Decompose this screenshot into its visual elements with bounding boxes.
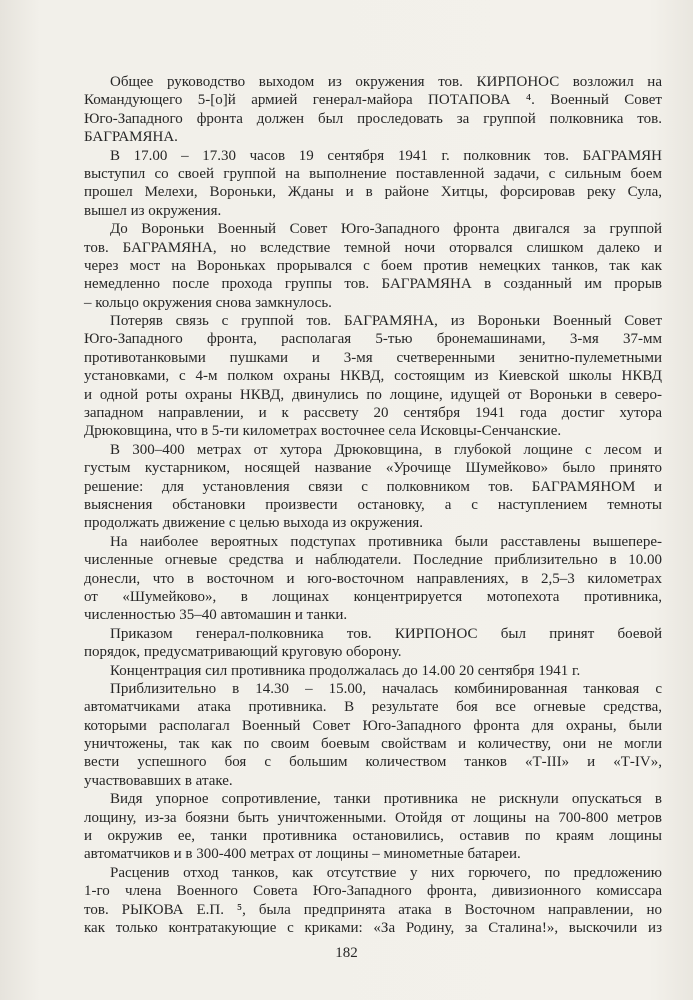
page-number: 182	[335, 945, 358, 961]
text-line: Командующего 5-[о]й армией генерал-майора ПОТАПОВА ⁴. Военный Совет	[84, 92, 662, 109]
text-line: и окружив ее, танки противника остановились, оставив по краям лощины	[84, 828, 662, 845]
paragraph	[84, 533, 662, 625]
paragraph	[84, 312, 662, 441]
text-line: и одной роты охраны НКВД, двинулись по лощине, идущей от Вороньки в северо-	[84, 386, 662, 403]
text-line: выступил со своей группой на выполнение поставленной задачи, с сильным боем	[84, 165, 662, 182]
paragraph	[84, 625, 662, 662]
text-line: продолжать движение с целью выхода из окружения.	[84, 515, 424, 532]
text-line: Потеряв связь с группой тов. БАГРАМЯНА, из Вороньки Военный Совет	[110, 313, 662, 330]
text-line: В 17.00 – 17.30 часов 19 сентября 1941 г. полковник тов. БАГРАМЯН	[110, 147, 662, 164]
paragraph	[84, 662, 662, 680]
text-line: противотанковыми пушками и 3-мя счетверенными зенитно-пулеметными	[84, 349, 662, 366]
text-line: Приказом генерал-полковника тов. КИРПОНОС был принят боевой	[110, 625, 662, 642]
text-line: В 300–400 метрах от хутора Дрюковщина, в глубокой лощине с лесом и	[110, 441, 662, 458]
text-line: Расценив отход танков, как отсутствие у них горючего, по предложению	[110, 864, 662, 881]
paragraph	[84, 441, 662, 533]
text-line: численностью 35–40 автомашин и танки.	[84, 607, 348, 624]
text-line: выяснения обстановки произвести остановку, а с наступлением темноты	[84, 496, 662, 513]
text-line: как только контратакующие с криками: «За Родину, за Сталина!», выскочили из	[84, 919, 662, 936]
text-line: Приблизительно в 14.30 – 15.00, началась комбинированная танковая с	[110, 680, 662, 697]
text-line: через мост на Вороньках прорывался с боем против немецких танков, так как	[84, 257, 662, 274]
text-line: вышел из окружения.	[84, 202, 222, 219]
text-line: немедленно после прохода группы тов. БАГРАМЯНА в созданный им прорыв	[84, 276, 662, 293]
text-line: автоматчиками атака противника. В результате боя все огневые средства,	[84, 699, 662, 716]
text-line: решение: для установления связи с полковником тов. БАГРАМЯНОМ и	[84, 478, 662, 495]
text-line: На наиболее вероятных подступах противника были расставлены вышепере-	[110, 533, 662, 550]
text-line: Дрюковщина, что в 5-ти километрах восточнее села Исковцы-Сенчанские.	[84, 423, 562, 440]
text-line: которыми располагал Военный Совет Юго-Западного фронта для охраны, были	[84, 717, 662, 734]
text-line: густым кустарником, носящей название «Урочище Шумейково» было принято	[84, 460, 662, 477]
text-line: уничтожены, так как по своим боевым свойствам и количеству, они не могли	[84, 736, 662, 753]
text-line: БАГРАМЯНА.	[84, 129, 178, 146]
text-line: от «Шумейково», в лощинах концентрируется мотопехота противника,	[84, 588, 662, 605]
text-line: До Вороньки Военный Совет Юго-Западного фронта двигался за группой	[110, 221, 662, 238]
text-line: порядок, предусматривающий круговую оборону.	[84, 644, 402, 661]
text-line: тов. РЫКОВА Е.П. ⁵, была предпринята атака в Восточном направлении, но	[84, 901, 662, 918]
text-line: лощину, из-за боязни быть уничтоженными. Отойдя от лощины на 700-800 метров	[84, 809, 662, 826]
document-body	[84, 73, 662, 937]
text-line: 1-го члена Военного Совета Юго-Западного фронта, дивизионного комиссара	[84, 883, 662, 900]
text-line: донесли, что в восточном и юго-восточном направлениях, в 2,5–3 километрах	[84, 570, 662, 587]
text-line: вести успешного боя с большим количеством танков «Т-III» и «Т-IV»,	[84, 754, 662, 771]
paragraph	[84, 864, 662, 938]
text-line: Юго-Западного фронта, располагая 5-тью бронемашинами, 3-мя 37-мм	[84, 331, 662, 348]
paragraph	[84, 790, 662, 864]
paragraph	[84, 73, 662, 147]
paragraph	[84, 147, 662, 221]
text-line: – кольцо окружения снова замкнулось.	[84, 294, 332, 311]
text-line: западном направлении, и к рассвету 20 сентября 1941 года достиг хутора	[84, 405, 662, 422]
text-line: тов. БАГРАМЯНА, но вследствие темной ночи оторвался слишком далеко и	[84, 239, 662, 256]
text-line: прошел Мелехи, Вороньки, Жданы и в районе Хитцы, форсировав реку Сула,	[84, 184, 662, 201]
text-line: Видя упорное сопротивление, танки противника не рискнули опускаться в	[110, 791, 662, 808]
text-line: Юго-Западного фронта должен был проследовать за группой полковника тов.	[84, 110, 662, 127]
text-line: Общее руководство выходом из окружения тов. КИРПОНОС возложил на	[110, 74, 662, 90]
text-line: Концентрация сил противника продолжалась до 14.00 20 сентября 1941 г.	[110, 662, 581, 679]
text-line: установками, с 4-м полком охраны НКВД, состоящим из Киевской школы НКВД	[84, 368, 662, 385]
paragraph	[84, 680, 662, 790]
paragraph	[84, 220, 662, 312]
text-line: участвовавших в атаке.	[84, 772, 233, 789]
text-line: автоматчиков и в 300-400 метрах от лощины – минометные батареи.	[84, 846, 521, 863]
text-line: численные огневые средства и наблюдатели. Последние приблизительно в 10.00	[84, 552, 662, 569]
